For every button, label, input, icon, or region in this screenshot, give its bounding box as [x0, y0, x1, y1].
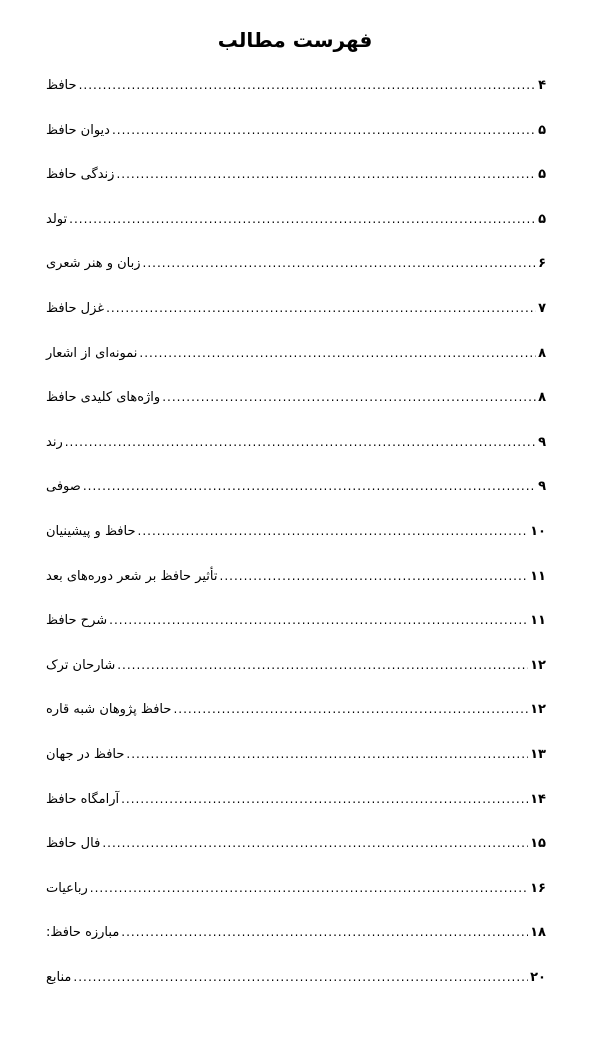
toc-page-number: ۸: [538, 345, 546, 361]
toc-entry-title: حافظ و پیشینیان: [46, 523, 136, 539]
toc-page-number: ۱۶: [530, 880, 546, 896]
toc-entry: [46, 830, 546, 875]
toc-page-number: ۴: [538, 78, 546, 93]
toc-entry: [46, 72, 546, 117]
toc-dot-leader: [143, 256, 537, 270]
toc-page-number: ۵: [538, 167, 546, 183]
toc-dot-leader: [121, 792, 528, 806]
toc-dot-leader: [162, 390, 536, 404]
toc-dot-leader: [139, 346, 536, 360]
toc-entry-title: رباعیات: [46, 880, 88, 896]
toc-entry: [46, 161, 546, 206]
toc-dot-leader: [121, 925, 528, 939]
toc-page-number: ۹: [538, 434, 546, 450]
toc-entry: [46, 384, 546, 429]
toc-dot-leader: [116, 167, 536, 181]
toc-entry: [46, 473, 546, 518]
toc-entry-title: شرح حافظ: [46, 613, 108, 629]
toc-dot-leader: [117, 658, 528, 672]
toc-entry-title: حافظ: [46, 78, 77, 93]
toc-page-number: ۱۵: [530, 836, 546, 852]
table-of-contents: [46, 72, 546, 1008]
toc-dot-leader: [106, 301, 536, 315]
toc-entry: [46, 206, 546, 251]
toc-entry-title: شارحان ترک: [46, 657, 116, 673]
toc-entry: [46, 250, 546, 295]
toc-entry-title: واژه‌های کلیدی حافظ: [46, 390, 161, 406]
toc-entry: [46, 875, 546, 920]
toc-entry-title: منابع: [46, 969, 72, 985]
toc-entry: [46, 964, 546, 1009]
toc-page-number: ۹: [538, 479, 546, 495]
toc-dot-leader: [112, 123, 536, 137]
toc-dot-leader: [220, 569, 529, 583]
toc-dot-leader: [102, 836, 528, 850]
toc-entry-title: آرامگاه حافظ: [46, 791, 120, 807]
page-title: فهرست مطالب: [217, 28, 373, 52]
toc-entry: [46, 429, 546, 474]
toc-page-number: ۵: [538, 211, 546, 227]
toc-entry-title: دیوان حافظ: [46, 122, 110, 138]
toc-entry: [46, 518, 546, 563]
toc-page-number: ۱۲: [530, 657, 546, 673]
toc-entry-title: حافظ در جهان: [46, 746, 125, 762]
toc-page-number: ۱۰: [530, 523, 546, 539]
toc-entry-title: زبان و هنر شعری: [46, 256, 141, 272]
toc-entry: [46, 696, 546, 741]
toc-dot-leader: [73, 970, 528, 984]
toc-page-number: ۷: [538, 300, 546, 316]
toc-dot-leader: [83, 479, 536, 493]
toc-page-number: ۵: [538, 122, 546, 138]
toc-page-number: ۱۴: [530, 791, 546, 807]
toc-page-number: ۱۱: [530, 613, 546, 629]
toc-page-number: ۸: [538, 390, 546, 406]
toc-dot-leader: [173, 702, 528, 716]
toc-entry-title: زندگی حافظ: [46, 167, 115, 183]
toc-entry-title: تولد: [46, 211, 68, 227]
toc-page-number: ۱۳: [530, 746, 546, 762]
toc-dot-leader: [69, 212, 536, 226]
toc-dot-leader: [109, 613, 528, 627]
toc-page-number: ۱۱: [530, 568, 546, 584]
toc-dot-leader: [79, 78, 537, 92]
toc-entry: [46, 741, 546, 786]
toc-entry: [46, 295, 546, 340]
toc-entry-title: مبارزه حافظ:: [46, 925, 120, 941]
toc-entry: [46, 340, 546, 385]
toc-entry-title: صوفی: [46, 479, 81, 495]
toc-entry-title: حافظ پژوهان شبه قاره: [46, 702, 172, 718]
toc-entry: [46, 563, 546, 608]
toc-entry-title: فال حافظ: [46, 836, 101, 852]
toc-page-number: ۱۸: [530, 925, 546, 941]
toc-entry: [46, 786, 546, 831]
toc-page-number: ۶: [538, 256, 546, 272]
toc-entry: [46, 652, 546, 697]
toc-entry: [46, 919, 546, 964]
toc-entry: [46, 117, 546, 162]
toc-dot-leader: [138, 524, 529, 538]
toc-page-number: ۲۰: [530, 969, 546, 985]
toc-entry-title: غزل حافظ: [46, 300, 105, 316]
toc-dot-leader: [126, 747, 528, 761]
toc-entry-title: تأثیر حافظ بر شعر دوره‌های بعد: [46, 568, 218, 584]
toc-entry-title: رند: [46, 434, 63, 450]
toc-dot-leader: [65, 435, 536, 449]
toc-dot-leader: [90, 881, 528, 895]
toc-entry-title: نمونه‌ای از اشعار: [46, 345, 138, 361]
toc-page-number: ۱۲: [530, 702, 546, 718]
toc-entry: [46, 607, 546, 652]
